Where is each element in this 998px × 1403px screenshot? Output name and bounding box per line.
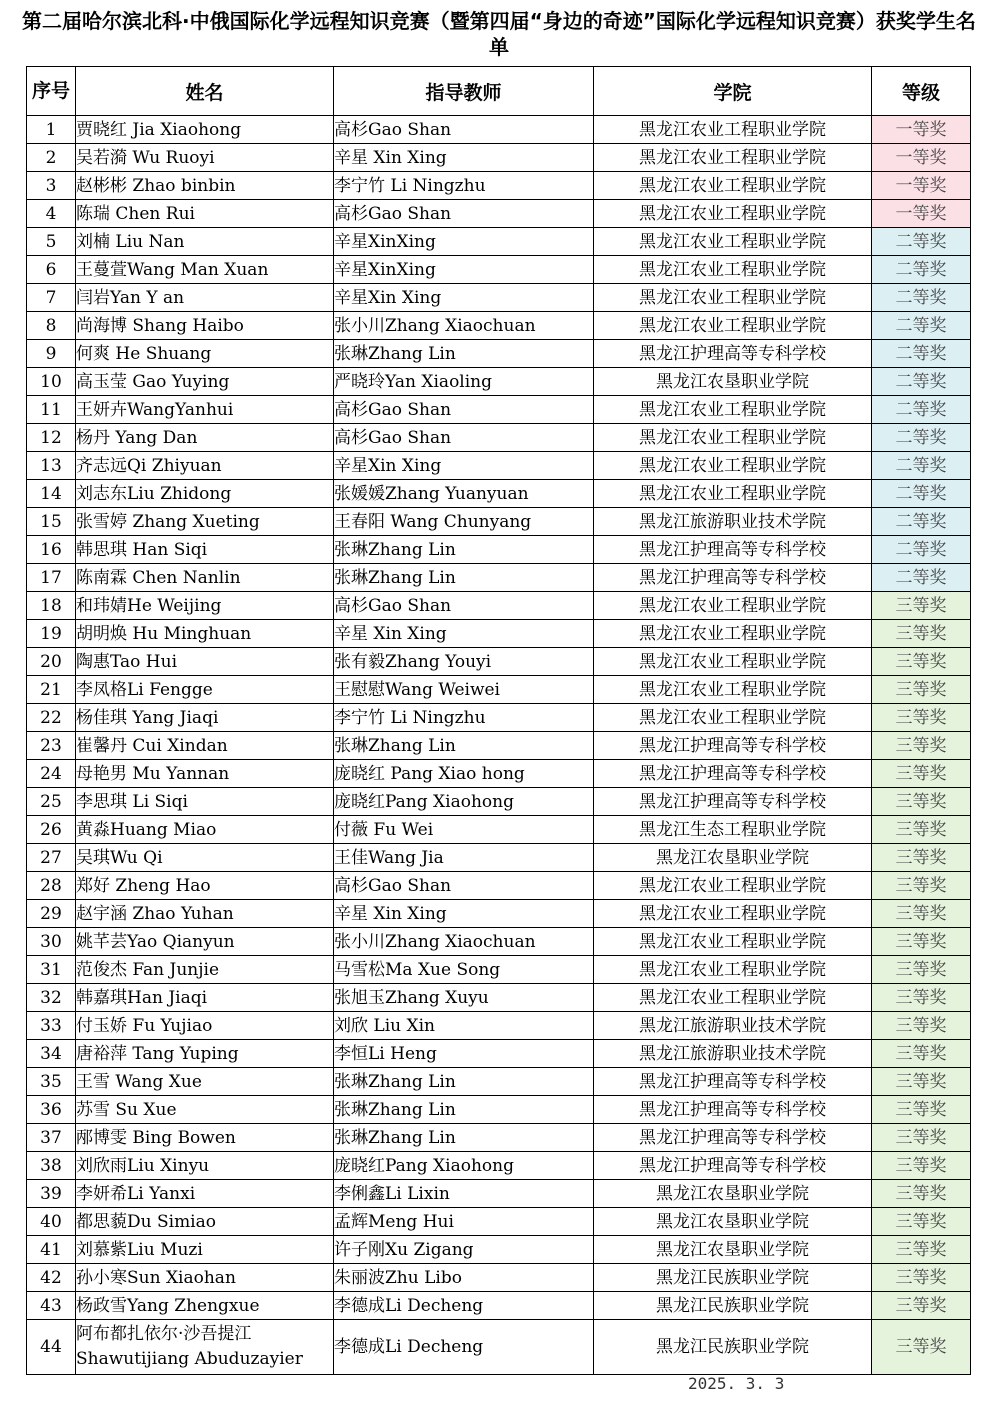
table-row	[27, 1208, 971, 1236]
cell-student-name: 尚海博 Shang Haibo	[76, 312, 334, 340]
table-row	[27, 1180, 971, 1208]
table-row	[27, 620, 971, 648]
cell-award-level: 三等奖	[872, 732, 971, 760]
table-row	[27, 284, 971, 312]
table-row	[27, 816, 971, 844]
cell-award-level: 三等奖	[872, 816, 971, 844]
cell-school: 黑龙江农业工程职业学院	[594, 172, 872, 200]
cell-teacher: 张小川Zhang Xiaochuan	[334, 928, 594, 956]
cell-teacher: 辛星 Xin Xing	[334, 900, 594, 928]
cell-index: 27	[27, 844, 76, 872]
cell-school: 黑龙江农业工程职业学院	[594, 676, 872, 704]
cell-award-level: 三等奖	[872, 592, 971, 620]
cell-school: 黑龙江民族职业学院	[594, 1292, 872, 1320]
cell-school: 黑龙江护理高等专科学校	[594, 732, 872, 760]
cell-index: 36	[27, 1096, 76, 1124]
cell-index: 35	[27, 1068, 76, 1096]
cell-student-name: 唐裕萍 Tang Yuping	[76, 1040, 334, 1068]
cell-teacher: 刘欣 Liu Xin	[334, 1012, 594, 1040]
cell-student-name: 刘慕紫Liu Muzi	[76, 1236, 334, 1264]
cell-student-name: 胡明焕 Hu Minghuan	[76, 620, 334, 648]
cell-teacher: 付薇 Fu Wei	[334, 816, 594, 844]
cell-school: 黑龙江农业工程职业学院	[594, 928, 872, 956]
cell-index: 38	[27, 1152, 76, 1180]
cell-school: 黑龙江农业工程职业学院	[594, 592, 872, 620]
table-row	[27, 508, 971, 536]
cell-award-level: 二等奖	[872, 536, 971, 564]
cell-student-name: 王妍卉WangYanhui	[76, 396, 334, 424]
cell-student-name: 高玉莹 Gao Yuying	[76, 368, 334, 396]
cell-teacher: 张琳Zhang Lin	[334, 340, 594, 368]
cell-school: 黑龙江旅游职业技术学院	[594, 508, 872, 536]
cell-index: 32	[27, 984, 76, 1012]
table-row	[27, 256, 971, 284]
cell-award-level: 二等奖	[872, 564, 971, 592]
table-row	[27, 592, 971, 620]
cell-school: 黑龙江农业工程职业学院	[594, 956, 872, 984]
cell-teacher: 许子刚Xu Zigang	[334, 1236, 594, 1264]
cell-index: 10	[27, 368, 76, 396]
cell-index: 20	[27, 648, 76, 676]
cell-student-name: 贾晓红 Jia Xiaohong	[76, 116, 334, 144]
cell-school: 黑龙江农垦职业学院	[594, 368, 872, 396]
cell-teacher: 辛星Xin Xing	[334, 284, 594, 312]
cell-student-name: 陈瑞 Chen Rui	[76, 200, 334, 228]
cell-teacher: 辛星 Xin Xing	[334, 144, 594, 172]
cell-teacher: 张媛媛Zhang Yuanyuan	[334, 480, 594, 508]
cell-award-level: 二等奖	[872, 340, 971, 368]
cell-index: 39	[27, 1180, 76, 1208]
cell-index: 12	[27, 424, 76, 452]
cell-teacher: 高杉Gao Shan	[334, 200, 594, 228]
cell-student-name: 张雪婷 Zhang Xueting	[76, 508, 334, 536]
cell-index: 2	[27, 144, 76, 172]
cell-index: 28	[27, 872, 76, 900]
cell-award-level: 三等奖	[872, 984, 971, 1012]
cell-index: 11	[27, 396, 76, 424]
cell-student-name: 齐志远Qi Zhiyuan	[76, 452, 334, 480]
cell-index: 7	[27, 284, 76, 312]
cell-student-name: 苏雪 Su Xue	[76, 1096, 334, 1124]
cell-school: 黑龙江护理高等专科学校	[594, 340, 872, 368]
document-date: 2025. 3. 3	[688, 1374, 785, 1393]
cell-teacher: 孟辉Meng Hui	[334, 1208, 594, 1236]
cell-student-name: 李妍希Li Yanxi	[76, 1180, 334, 1208]
cell-school: 黑龙江农业工程职业学院	[594, 704, 872, 732]
cell-award-level: 三等奖	[872, 1012, 971, 1040]
cell-teacher: 王慰慰Wang Weiwei	[334, 676, 594, 704]
cell-teacher: 朱丽波Zhu Libo	[334, 1264, 594, 1292]
cell-student-name: 刘欣雨Liu Xinyu	[76, 1152, 334, 1180]
cell-index: 17	[27, 564, 76, 592]
cell-index: 26	[27, 816, 76, 844]
cell-student-name: 刘楠 Liu Nan	[76, 228, 334, 256]
cell-index: 37	[27, 1124, 76, 1152]
table-row	[27, 928, 971, 956]
cell-teacher: 高杉Gao Shan	[334, 872, 594, 900]
cell-school: 黑龙江民族职业学院	[594, 1264, 872, 1292]
cell-index: 1	[27, 116, 76, 144]
cell-student-name: 李思琪 Li Siqi	[76, 788, 334, 816]
cell-student-name: 都思藐Du Simiao	[76, 1208, 334, 1236]
cell-school: 黑龙江农业工程职业学院	[594, 424, 872, 452]
table-row	[27, 648, 971, 676]
table-row	[27, 536, 971, 564]
cell-index: 8	[27, 312, 76, 340]
cell-school: 黑龙江生态工程职业学院	[594, 816, 872, 844]
table-row	[27, 900, 971, 928]
cell-teacher: 王佳Wang Jia	[334, 844, 594, 872]
cell-award-level: 三等奖	[872, 620, 971, 648]
table-row	[27, 872, 971, 900]
cell-school: 黑龙江农业工程职业学院	[594, 312, 872, 340]
cell-school: 黑龙江护理高等专科学校	[594, 536, 872, 564]
table-row	[27, 1068, 971, 1096]
table-row	[27, 452, 971, 480]
cell-teacher: 高杉Gao Shan	[334, 424, 594, 452]
cell-school: 黑龙江农业工程职业学院	[594, 256, 872, 284]
table-row	[27, 172, 971, 200]
table-row	[27, 200, 971, 228]
cell-teacher: 王春阳 Wang Chunyang	[334, 508, 594, 536]
cell-index: 34	[27, 1040, 76, 1068]
cell-award-level: 二等奖	[872, 424, 971, 452]
cell-award-level: 三等奖	[872, 1320, 971, 1375]
cell-school: 黑龙江农业工程职业学院	[594, 116, 872, 144]
cell-student-name: 吴若漪 Wu Ruoyi	[76, 144, 334, 172]
cell-index: 18	[27, 592, 76, 620]
cell-school: 黑龙江农业工程职业学院	[594, 620, 872, 648]
cell-teacher: 李宁竹 Li Ningzhu	[334, 172, 594, 200]
cell-school: 黑龙江农垦职业学院	[594, 1180, 872, 1208]
cell-index: 22	[27, 704, 76, 732]
cell-index: 16	[27, 536, 76, 564]
cell-student-name: 李凤格Li Fengge	[76, 676, 334, 704]
cell-student-name: 和玮婧He Weijing	[76, 592, 334, 620]
cell-index: 13	[27, 452, 76, 480]
cell-index: 21	[27, 676, 76, 704]
cell-teacher: 李德成Li Decheng	[334, 1292, 594, 1320]
cell-school: 黑龙江农垦职业学院	[594, 1236, 872, 1264]
table-row	[27, 844, 971, 872]
table-row	[27, 1096, 971, 1124]
cell-award-level: 三等奖	[872, 956, 971, 984]
cell-teacher: 张琳Zhang Lin	[334, 1068, 594, 1096]
cell-student-name: 陈南霖 Chen Nanlin	[76, 564, 334, 592]
cell-index: 44	[27, 1320, 76, 1375]
table-row	[27, 956, 971, 984]
cell-school: 黑龙江农业工程职业学院	[594, 648, 872, 676]
cell-school: 黑龙江旅游职业技术学院	[594, 1040, 872, 1068]
table-row	[27, 732, 971, 760]
cell-student-name: 姚芊芸Yao Qianyun	[76, 928, 334, 956]
cell-school: 黑龙江农业工程职业学院	[594, 900, 872, 928]
cell-award-level: 一等奖	[872, 172, 971, 200]
cell-index: 40	[27, 1208, 76, 1236]
cell-award-level: 三等奖	[872, 760, 971, 788]
cell-index: 5	[27, 228, 76, 256]
cell-teacher: 李俐鑫Li Lixin	[334, 1180, 594, 1208]
table-row	[27, 396, 971, 424]
cell-index: 24	[27, 760, 76, 788]
cell-index: 14	[27, 480, 76, 508]
cell-school: 黑龙江民族职业学院	[594, 1320, 872, 1375]
cell-school: 黑龙江农垦职业学院	[594, 844, 872, 872]
cell-student-name: 崔馨丹 Cui Xindan	[76, 732, 334, 760]
cell-student-name: 杨佳琪 Yang Jiaqi	[76, 704, 334, 732]
cell-teacher: 高杉Gao Shan	[334, 116, 594, 144]
header-award: 等级	[872, 67, 971, 116]
table-row	[27, 480, 971, 508]
cell-index: 31	[27, 956, 76, 984]
cell-index: 29	[27, 900, 76, 928]
cell-teacher: 辛星 Xin Xing	[334, 620, 594, 648]
cell-school: 黑龙江护理高等专科学校	[594, 1124, 872, 1152]
cell-award-level: 三等奖	[872, 1068, 971, 1096]
cell-teacher: 张琳Zhang Lin	[334, 732, 594, 760]
cell-index: 19	[27, 620, 76, 648]
cell-student-name: 母艳男 Mu Yannan	[76, 760, 334, 788]
cell-award-level: 二等奖	[872, 452, 971, 480]
cell-index: 43	[27, 1292, 76, 1320]
cell-award-level: 三等奖	[872, 1040, 971, 1068]
cell-student-name: 韩嘉琪Han Jiaqi	[76, 984, 334, 1012]
cell-student-name: 刘志东Liu Zhidong	[76, 480, 334, 508]
cell-teacher: 马雪松Ma Xue Song	[334, 956, 594, 984]
table-row	[27, 368, 971, 396]
cell-award-level: 三等奖	[872, 1208, 971, 1236]
cell-award-level: 三等奖	[872, 1180, 971, 1208]
table-row	[27, 1264, 971, 1292]
header-school: 学院	[594, 67, 872, 116]
cell-teacher: 李宁竹 Li Ningzhu	[334, 704, 594, 732]
cell-school: 黑龙江护理高等专科学校	[594, 1068, 872, 1096]
cell-school: 黑龙江农业工程职业学院	[594, 144, 872, 172]
cell-teacher: 张旭玉Zhang Xuyu	[334, 984, 594, 1012]
cell-award-level: 三等奖	[872, 872, 971, 900]
cell-award-level: 二等奖	[872, 284, 971, 312]
table-row	[27, 312, 971, 340]
cell-student-name: 范俊杰 Fan Junjie	[76, 956, 334, 984]
header-teacher: 指导教师	[334, 67, 594, 116]
cell-teacher: 辛星Xin Xing	[334, 452, 594, 480]
cell-award-level: 三等奖	[872, 1152, 971, 1180]
cell-student-name: 王雪 Wang Xue	[76, 1068, 334, 1096]
cell-student-name: 杨丹 Yang Dan	[76, 424, 334, 452]
cell-index: 6	[27, 256, 76, 284]
cell-award-level: 三等奖	[872, 1292, 971, 1320]
cell-teacher: 张琳Zhang Lin	[334, 1096, 594, 1124]
cell-index: 41	[27, 1236, 76, 1264]
cell-award-level: 二等奖	[872, 480, 971, 508]
cell-school: 黑龙江农业工程职业学院	[594, 284, 872, 312]
cell-award-level: 二等奖	[872, 508, 971, 536]
cell-school: 黑龙江旅游职业技术学院	[594, 1012, 872, 1040]
cell-award-level: 二等奖	[872, 228, 971, 256]
table-row	[27, 424, 971, 452]
cell-index: 23	[27, 732, 76, 760]
cell-teacher: 高杉Gao Shan	[334, 592, 594, 620]
award-table-body	[27, 116, 971, 1375]
cell-teacher: 张琳Zhang Lin	[334, 1124, 594, 1152]
cell-student-name: 韩思琪 Han Siqi	[76, 536, 334, 564]
cell-award-level: 三等奖	[872, 1264, 971, 1292]
cell-school: 黑龙江护理高等专科学校	[594, 1152, 872, 1180]
cell-award-level: 三等奖	[872, 1236, 971, 1264]
cell-student-name: 付玉娇 Fu Yujiao	[76, 1012, 334, 1040]
cell-student-name: 吴琪Wu Qi	[76, 844, 334, 872]
table-row	[27, 564, 971, 592]
table-row	[27, 1236, 971, 1264]
cell-student-name: 杨政雪Yang Zhengxue	[76, 1292, 334, 1320]
cell-teacher: 庞晓红Pang Xiaohong	[334, 1152, 594, 1180]
cell-school: 黑龙江农业工程职业学院	[594, 200, 872, 228]
cell-school: 黑龙江农业工程职业学院	[594, 396, 872, 424]
cell-index: 15	[27, 508, 76, 536]
cell-teacher: 张琳Zhang Lin	[334, 536, 594, 564]
cell-student-name: 孙小寒Sun Xiaohan	[76, 1264, 334, 1292]
table-row	[27, 760, 971, 788]
cell-award-level: 三等奖	[872, 648, 971, 676]
document-title: 第二届哈尔滨北科·中俄国际化学远程知识竞赛（暨第四届“身边的奇迹”国际化学远程知识竞赛）获奖学生名单	[22, 9, 976, 59]
cell-index: 4	[27, 200, 76, 228]
cell-award-level: 三等奖	[872, 1124, 971, 1152]
cell-award-level: 三等奖	[872, 900, 971, 928]
cell-teacher: 庞晓红 Pang Xiao hong	[334, 760, 594, 788]
table-row	[27, 1124, 971, 1152]
cell-student-name: 赵宇涵 Zhao Yuhan	[76, 900, 334, 928]
cell-teacher: 张有毅Zhang Youyi	[334, 648, 594, 676]
cell-award-level: 三等奖	[872, 1096, 971, 1124]
award-table	[26, 66, 971, 1375]
table-row	[27, 1292, 971, 1320]
cell-award-level: 二等奖	[872, 396, 971, 424]
cell-student-name: 王蔓萱Wang Man Xuan	[76, 256, 334, 284]
cell-school: 黑龙江护理高等专科学校	[594, 564, 872, 592]
cell-award-level: 一等奖	[872, 116, 971, 144]
cell-student-name: 陶惠Tao Hui	[76, 648, 334, 676]
cell-teacher: 张琳Zhang Lin	[334, 564, 594, 592]
cell-index: 25	[27, 788, 76, 816]
table-row	[27, 1320, 971, 1375]
cell-award-level: 三等奖	[872, 928, 971, 956]
table-row	[27, 1012, 971, 1040]
cell-index: 9	[27, 340, 76, 368]
cell-school: 黑龙江护理高等专科学校	[594, 788, 872, 816]
cell-student-name: 郑好 Zheng Hao	[76, 872, 334, 900]
table-row	[27, 788, 971, 816]
cell-award-level: 二等奖	[872, 256, 971, 284]
table-row	[27, 144, 971, 172]
header-name: 姓名	[76, 67, 334, 116]
cell-school: 黑龙江农业工程职业学院	[594, 452, 872, 480]
cell-award-level: 三等奖	[872, 704, 971, 732]
cell-index: 30	[27, 928, 76, 956]
cell-teacher: 李德成Li Decheng	[334, 1320, 594, 1375]
cell-student-name: 闫岩Yan Y an	[76, 284, 334, 312]
table-row	[27, 340, 971, 368]
cell-teacher: 严晓玲Yan Xiaoling	[334, 368, 594, 396]
cell-teacher: 张小川Zhang Xiaochuan	[334, 312, 594, 340]
cell-school: 黑龙江护理高等专科学校	[594, 760, 872, 788]
cell-school: 黑龙江农业工程职业学院	[594, 984, 872, 1012]
header-row	[27, 67, 971, 116]
table-row	[27, 116, 971, 144]
cell-award-level: 三等奖	[872, 788, 971, 816]
table-row	[27, 228, 971, 256]
cell-index: 3	[27, 172, 76, 200]
table-row	[27, 1040, 971, 1068]
cell-school: 黑龙江农业工程职业学院	[594, 872, 872, 900]
cell-student-name: 阿布都扎依尔·沙吾提江 Shawutijiang Abuduzayier	[76, 1320, 334, 1375]
table-row	[27, 1152, 971, 1180]
cell-student-name: 黄淼Huang Miao	[76, 816, 334, 844]
cell-school: 黑龙江农业工程职业学院	[594, 480, 872, 508]
cell-teacher: 辛星XinXing	[334, 256, 594, 284]
cell-award-level: 三等奖	[872, 844, 971, 872]
cell-index: 33	[27, 1012, 76, 1040]
header-index: 序号	[27, 67, 76, 116]
table-row	[27, 984, 971, 1012]
cell-award-level: 一等奖	[872, 144, 971, 172]
cell-teacher: 李恒Li Heng	[334, 1040, 594, 1068]
cell-school: 黑龙江农垦职业学院	[594, 1208, 872, 1236]
cell-student-name: 邴博雯 Bing Bowen	[76, 1124, 334, 1152]
cell-teacher: 庞晓红Pang Xiaohong	[334, 788, 594, 816]
cell-school: 黑龙江农业工程职业学院	[594, 228, 872, 256]
cell-teacher: 辛星XinXing	[334, 228, 594, 256]
cell-student-name: 赵彬彬 Zhao binbin	[76, 172, 334, 200]
cell-award-level: 三等奖	[872, 676, 971, 704]
table-row	[27, 704, 971, 732]
cell-index: 42	[27, 1264, 76, 1292]
cell-award-level: 二等奖	[872, 368, 971, 396]
cell-school: 黑龙江护理高等专科学校	[594, 1096, 872, 1124]
cell-award-level: 一等奖	[872, 200, 971, 228]
cell-teacher: 高杉Gao Shan	[334, 396, 594, 424]
cell-award-level: 二等奖	[872, 312, 971, 340]
cell-student-name: 何爽 He Shuang	[76, 340, 334, 368]
table-row	[27, 676, 971, 704]
